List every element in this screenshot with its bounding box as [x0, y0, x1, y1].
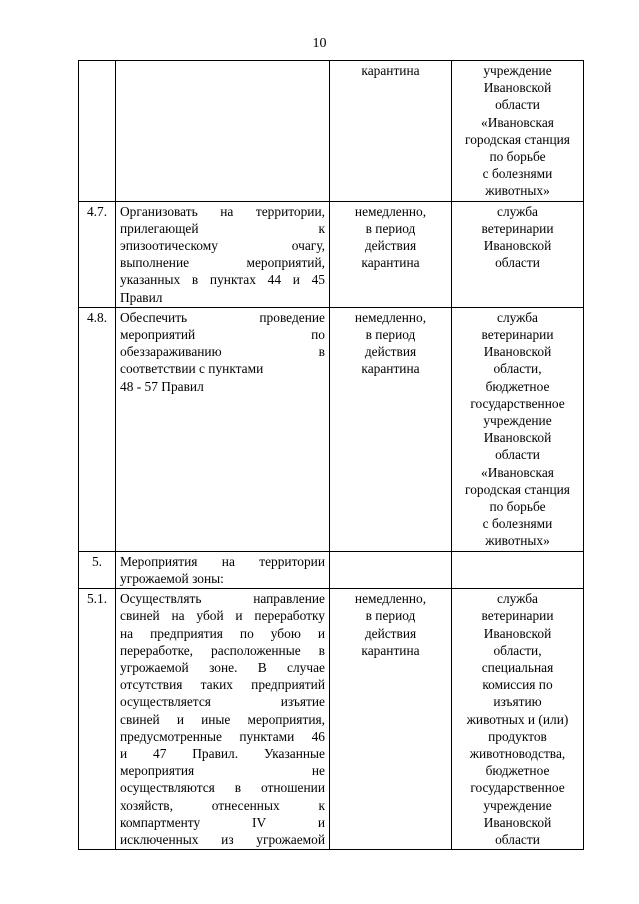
responsible-line: области	[495, 97, 540, 113]
row-number: 4.8.	[79, 307, 116, 551]
table-row	[79, 551, 584, 588]
responsible-line: животноводства,	[469, 745, 566, 761]
page-number: 10	[312, 36, 327, 51]
responsible-line: ветеринарии	[481, 327, 554, 343]
description-line: угрожаемой зоне. В случае	[120, 659, 325, 675]
timing-cell	[330, 61, 452, 202]
table-row	[79, 307, 584, 551]
measure-description	[116, 307, 330, 551]
row-number: 4.7.	[79, 201, 116, 307]
table-row	[79, 589, 584, 850]
responsible-line: Ивановской	[483, 814, 552, 830]
description-line: компартменту IV и	[120, 814, 325, 830]
description-line: 48 - 57 Правил	[120, 378, 204, 394]
timing-line: карантина	[361, 361, 420, 377]
timing-cell	[330, 551, 452, 588]
timing-cell	[330, 201, 452, 307]
responsible-cell	[452, 201, 584, 307]
table-row	[79, 61, 584, 202]
responsible-line: государственное	[470, 780, 565, 796]
responsible-line: Ивановской	[483, 344, 552, 360]
description-line: на предприятия по убою и	[120, 625, 325, 641]
timing-line: немедленно,	[354, 309, 427, 325]
responsible-line: по борьбе	[489, 149, 546, 165]
description-line: свиней на убой и переработку	[120, 608, 325, 624]
responsible-line: области	[495, 831, 540, 847]
description-line: осуществляются в отношении	[120, 780, 325, 796]
description-line: соответствии с пунктами	[120, 361, 264, 377]
responsible-line: служба	[497, 309, 538, 325]
responsible-line: Ивановской	[483, 430, 552, 446]
responsible-line: животных»	[485, 533, 550, 549]
responsible-line: изъятию	[493, 694, 542, 710]
responsible-cell	[452, 307, 584, 551]
responsible-line: Ивановской	[483, 625, 552, 641]
timing-line: действия	[364, 344, 417, 360]
timing-cell	[330, 307, 452, 551]
responsible-line: Ивановской	[483, 238, 552, 254]
timing-cell	[330, 589, 452, 850]
timing-line: немедленно,	[354, 203, 427, 219]
description-line: отсутствия таких предприятий	[120, 677, 325, 693]
responsible-line: городская станция	[465, 131, 570, 147]
table-row	[79, 201, 584, 307]
responsible-line: бюджетное	[485, 763, 550, 779]
description-line: прилегающей к	[120, 220, 325, 236]
responsible-line: Ивановской	[483, 80, 552, 96]
description-line: осуществляется изъятие	[120, 694, 325, 710]
timing-line: карантина	[361, 255, 420, 271]
responsible-line: специальная	[481, 659, 554, 675]
responsible-line: городская станция	[465, 481, 570, 497]
description-line: Мероприятия на территории	[120, 553, 325, 569]
responsible-line: продуктов	[488, 728, 547, 744]
description-line: мероприятий по	[120, 327, 325, 343]
description-line: предусмотренные пунктами 46	[120, 728, 325, 744]
responsible-line: «Ивановская	[481, 114, 554, 130]
description-line: выполнение мероприятий,	[120, 255, 325, 271]
responsible-line: области,	[493, 361, 542, 377]
measure-description	[116, 589, 330, 850]
responsible-line: области	[495, 255, 540, 271]
responsible-line: ветеринарии	[481, 608, 554, 624]
description-line: свиней и иные мероприятия,	[120, 711, 325, 727]
responsible-cell	[452, 61, 584, 202]
responsible-line: животных»	[485, 183, 550, 199]
responsible-cell	[452, 551, 584, 588]
responsible-line: служба	[497, 203, 538, 219]
measure-description	[116, 551, 330, 588]
description-line: эпизоотическому очагу,	[120, 238, 325, 254]
measures-table-body	[79, 61, 584, 850]
responsible-cell	[452, 589, 584, 850]
timing-line: карантина	[361, 63, 420, 78]
timing-line: в период	[365, 220, 416, 236]
responsible-line: учреждение	[483, 63, 552, 78]
responsible-line: с болезнями	[482, 166, 553, 182]
responsible-line: области	[495, 447, 540, 463]
description-line: Обеспечить проведение	[120, 309, 325, 325]
description-line: исключенных из угрожаемой	[120, 831, 325, 847]
responsible-line: учреждение	[483, 797, 552, 813]
responsible-line: ветеринарии	[481, 220, 554, 236]
responsible-line: животных и (или)	[466, 711, 569, 727]
responsible-line: с болезнями	[482, 516, 553, 532]
responsible-line: учреждение	[483, 413, 552, 429]
responsible-line: бюджетное	[485, 378, 550, 394]
description-line: угрожаемой зоны:	[120, 570, 224, 586]
row-number: 5.1.	[79, 589, 116, 850]
description-line: мероприятия не	[120, 763, 325, 779]
responsible-line: государственное	[470, 395, 565, 411]
responsible-line: комиссия по	[482, 677, 553, 693]
description-line: обеззараживанию в	[120, 344, 325, 360]
timing-line: действия	[364, 625, 417, 641]
timing-line: немедленно,	[354, 591, 427, 607]
timing-line: в период	[365, 608, 416, 624]
description-line: указанных в пунктах 44 и 45	[120, 272, 325, 288]
responsible-line: по борьбе	[489, 499, 546, 515]
measure-description	[116, 201, 330, 307]
responsible-line: области,	[493, 642, 542, 658]
timing-line: в период	[365, 327, 416, 343]
description-line: переработке, расположенные в	[120, 642, 325, 658]
responsible-line: служба	[497, 591, 538, 607]
row-number	[79, 61, 116, 202]
measures-table	[78, 60, 584, 850]
timing-line: карантина	[361, 642, 420, 658]
description-line: и 47 Правил. Указанные	[120, 745, 325, 761]
description-line: Организовать на территории,	[120, 203, 325, 219]
timing-line: действия	[364, 238, 417, 254]
row-number: 5.	[79, 551, 116, 588]
responsible-line: «Ивановская	[481, 464, 554, 480]
description-line: хозяйств, отнесенных к	[120, 797, 325, 813]
measure-description	[116, 61, 330, 202]
description-line: Осуществлять направление	[120, 591, 325, 607]
description-line: Правил	[120, 289, 163, 305]
